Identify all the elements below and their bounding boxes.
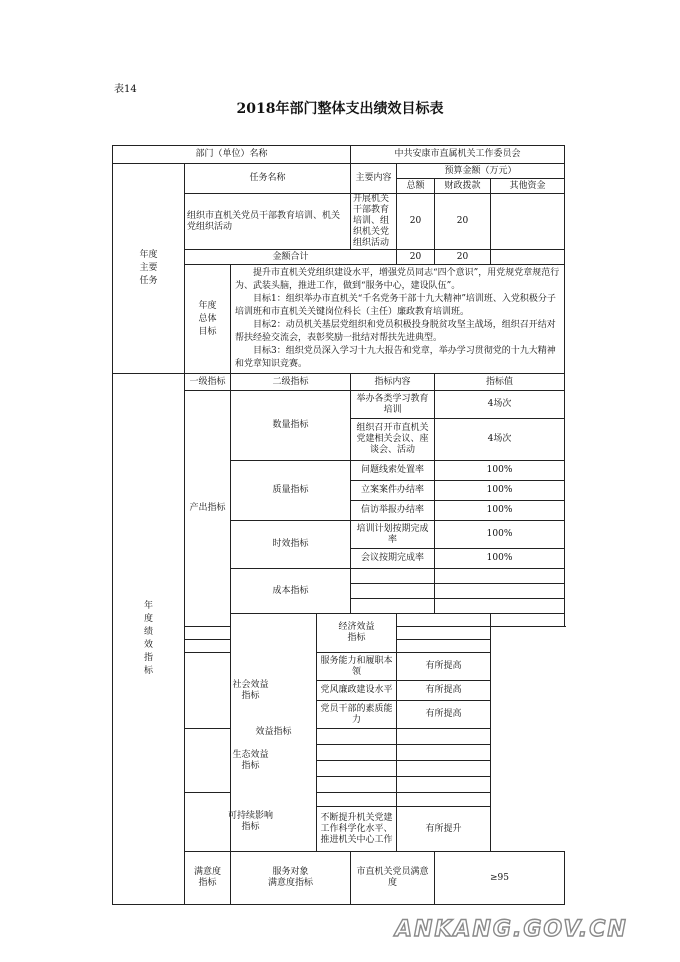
indicator-content <box>351 569 435 584</box>
benefit-label: 效益指标 <box>231 614 317 852</box>
goal-paragraph: 目标1：组织举办市直机关“千名党务干部十九大精神”培训班、入党积极分子培训班和市直机关关键岗位科长（主任）廉政教育培训班。 <box>235 294 556 317</box>
quality-label: 质量指标 <box>231 461 351 521</box>
budget-header: 预算金额（万元） <box>397 164 565 179</box>
performance-target-table <box>112 145 565 905</box>
tasks-header-row <box>113 164 565 179</box>
indicator-content <box>317 793 397 807</box>
goal-paragraph: 目标2：动员机关基层党组织和党员积极投身脱贫攻坚主战场，组织召开结对帮扶经验交流会，表彰奖励一批结对帮扶先进典型。 <box>235 320 556 343</box>
main-content-header: 主要内容 <box>351 164 397 194</box>
dept-label: 部门（单位）名称 <box>113 146 351 164</box>
economic-label: 经济效益 指标 <box>317 614 397 653</box>
indicator-content <box>397 614 491 627</box>
indicator-value <box>397 640 491 653</box>
sum-other <box>491 250 565 265</box>
indicators-section-label: 年 度 绩 效 指 标 <box>113 374 185 905</box>
level1-header: 一级指标 <box>185 374 231 391</box>
indicator-content: 党风廉政建设水平 <box>317 681 397 701</box>
indicator-content <box>351 584 435 599</box>
indicator-value: 有所提高 <box>397 681 491 701</box>
indicator-value <box>397 627 491 640</box>
indicator-content <box>317 761 397 777</box>
sum-label: 金额合计 <box>185 250 397 265</box>
total-header: 总额 <box>397 179 435 194</box>
indicator-value: 100% <box>435 501 565 521</box>
indicator-content <box>185 640 317 653</box>
indicator-value <box>397 777 491 793</box>
indicator-value <box>397 761 491 777</box>
indicator-value: 有所提高 <box>397 701 491 729</box>
indicator-value: 100% <box>435 461 565 481</box>
tasks-section-label: 年度 主要 任务 <box>113 164 185 374</box>
cost-label: 成本指标 <box>231 569 351 614</box>
dept-row <box>113 146 565 164</box>
social-label: 社会效益 指标 <box>185 653 317 729</box>
indicator-content: 问题线索处置率 <box>351 461 435 481</box>
task-name-header: 任务名称 <box>185 164 351 194</box>
ecological-label: 生态效益 指标 <box>185 729 317 793</box>
fiscal-header: 财政拨款 <box>435 179 491 194</box>
task-name: 组织市直机关党员干部教育培训、机关党组织活动 <box>185 194 351 250</box>
goals-section-label: 年度 总体 目标 <box>185 265 231 374</box>
indicator-value <box>491 614 565 627</box>
indicator-value <box>397 745 491 761</box>
quantity-label: 数量指标 <box>231 391 351 461</box>
indicator-content <box>317 745 397 761</box>
indicator-content <box>351 599 435 614</box>
satisfaction-label: 满意度 指标 <box>185 852 231 905</box>
indicator-value: 4场次 <box>435 391 565 419</box>
output-label: 产出指标 <box>185 391 231 627</box>
value-header: 指标值 <box>435 374 565 391</box>
indicator-content: 党员干部的素质能力 <box>317 701 397 729</box>
goals-text <box>231 265 565 374</box>
satisfaction-sub-label: 服务对象 满意度指标 <box>231 852 351 905</box>
indicator-value: 4场次 <box>435 419 565 461</box>
table-number: 表14 <box>114 84 137 95</box>
site-watermark: ANKANG.GOV.CN <box>395 917 628 942</box>
indicator-content: 会议按期完成率 <box>351 549 435 569</box>
indicator-value <box>397 729 491 745</box>
indicator-value <box>435 569 565 584</box>
indicator-content <box>317 777 397 793</box>
indicator-value <box>435 599 565 614</box>
indicator-value: 有所提升 <box>397 807 491 852</box>
indicator-content <box>317 729 397 745</box>
level2-header: 二级指标 <box>231 374 351 391</box>
timeliness-label: 时效指标 <box>231 521 351 569</box>
goal-paragraph: 提升市直机关党组织建设水平，增强党员同志“四个意识”，用党规党章规范行为、武装头脑，推进工作，做到“服务中心，建设队伍”。 <box>235 268 560 291</box>
indicator-value: 100% <box>435 549 565 569</box>
indicator-value <box>435 584 565 599</box>
indicator-content <box>185 627 317 640</box>
indicator-value <box>397 793 491 807</box>
task-other <box>491 194 565 250</box>
indicator-content: 举办各类学习教育培训 <box>351 391 435 419</box>
indicator-content: 市直机关党员满意度 <box>351 852 435 905</box>
content-header: 指标内容 <box>351 374 435 391</box>
indicator-content: 培训计划按期完成率 <box>351 521 435 549</box>
indicator-value: ≥95 <box>435 852 565 905</box>
indicator-content: 信访举报办结率 <box>351 501 435 521</box>
goal-paragraph: 目标3：组织党员深入学习十九大报告和党章，举办学习贯彻党的十九大精神和党章知识竞赛。 <box>235 346 556 369</box>
indicator-value: 100% <box>435 481 565 501</box>
indicator-content: 不断提升机关党建工作科学化水平、推进机关中心工作 <box>317 807 397 852</box>
task-content: 开展机关干部教育培训、组织机关党组织活动 <box>351 194 397 250</box>
indicator-value: 有所提高 <box>397 653 491 681</box>
indicator-value: 100% <box>435 521 565 549</box>
task-fiscal: 20 <box>435 194 491 250</box>
sum-fiscal: 20 <box>435 250 491 265</box>
task-total: 20 <box>397 194 435 250</box>
sum-total: 20 <box>397 250 435 265</box>
indicator-content: 组织召开市直机关党建相关会议、座谈会、活动 <box>351 419 435 461</box>
dept-value: 中共安康市直属机关工作委员会 <box>351 146 565 164</box>
indicator-content: 立案案件办结率 <box>351 481 435 501</box>
indicator-content: 服务能力和履职本领 <box>317 653 397 681</box>
other-header: 其他资金 <box>491 179 565 194</box>
indicator-header-row <box>113 374 565 391</box>
sustainable-label: 可持续影响 指标 <box>185 793 317 852</box>
document-title: 2018年部门整体支出绩效目标表 <box>236 101 444 117</box>
